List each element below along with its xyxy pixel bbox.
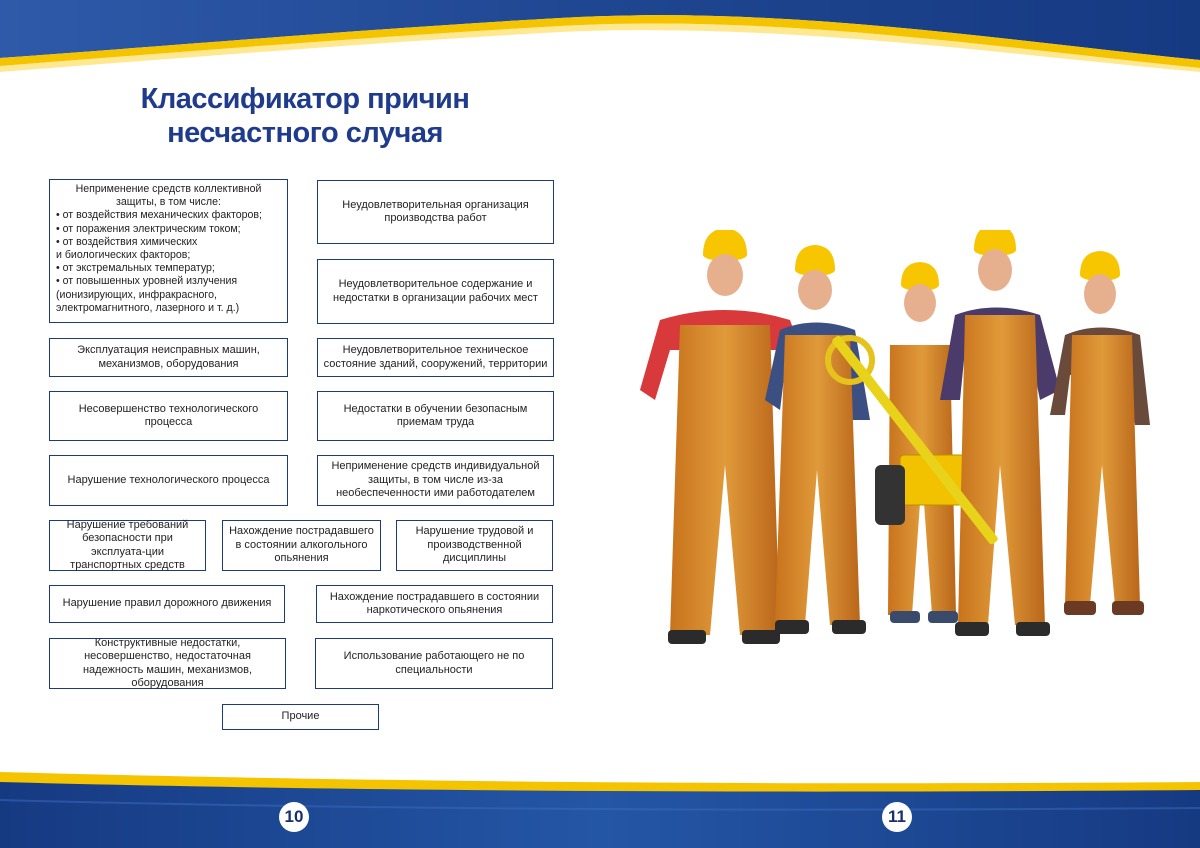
cause-traffic-rules-text: Нарушение правил дорожного движения bbox=[62, 597, 272, 610]
title-line-1: Классификатор причин bbox=[140, 83, 470, 115]
list-item: • от повышенных уровней излучения bbox=[56, 275, 238, 288]
cause-training-deficit-text: Недостатки в обучении безопасным приемам труда bbox=[343, 402, 528, 428]
cause-other bbox=[222, 704, 379, 730]
cause-workplace-maintenance-text: Неудовлетворительное содержание и недостатки в организации рабочих мест bbox=[333, 278, 538, 304]
cause-technical-state bbox=[317, 338, 554, 377]
cause-technical-state-text: Неудовлетворительное техническое состояние зданий, сооружений, территории bbox=[323, 344, 548, 370]
cause-collective-protection bbox=[49, 179, 288, 323]
list-item: • от поражения электрическим током; bbox=[56, 222, 241, 235]
cause-faulty-machines-text: Эксплуатация неисправных машин, механизмов, оборудования bbox=[77, 344, 260, 370]
cause-personal-protection bbox=[317, 455, 554, 506]
list-item: • от воздействия химических bbox=[56, 235, 198, 248]
cause-faulty-machines bbox=[49, 338, 288, 377]
worker-figure bbox=[1050, 251, 1150, 615]
cause-transport-safety bbox=[49, 520, 206, 571]
cause-traffic-rules bbox=[49, 585, 285, 623]
list-item: • от экстремальных температур; bbox=[56, 262, 215, 275]
cause-training-deficit bbox=[317, 391, 554, 441]
cause-org-production bbox=[317, 180, 554, 244]
cause-process-violation bbox=[49, 455, 288, 506]
cause-alcohol-text: Нахождение пострадавшего в состоянии алкогольного опьянения bbox=[229, 525, 374, 565]
worker-figure bbox=[765, 245, 872, 634]
list-item: • от воздействия механических факторов; bbox=[56, 209, 262, 222]
list-item: (ионизирующих, инфракрасного, bbox=[56, 288, 217, 301]
cause-wrong-specialty-text: Использование работающего не по специальности bbox=[343, 650, 525, 676]
list-item: и биологических факторов; bbox=[56, 249, 191, 262]
cause-workplace-maintenance bbox=[317, 259, 554, 324]
cause-transport-safety-text: Нарушение требований безопасности при эксплуата-ции транспортных средств bbox=[66, 518, 189, 571]
cause-process-violation-text: Нарушение технологического процесса bbox=[67, 473, 270, 486]
cause-collective-protection-head: Неприменение средств коллективной защиты, в том числе: bbox=[75, 183, 262, 209]
cause-drugs bbox=[316, 585, 553, 623]
cause-labor-discipline-text: Нарушение трудовой и производственной дисциплины bbox=[415, 525, 534, 565]
workers-photo bbox=[630, 230, 1150, 670]
page-title bbox=[130, 82, 480, 150]
cause-org-production-text: Неудовлетворительная организация производства работ bbox=[342, 198, 529, 224]
cause-labor-discipline bbox=[396, 520, 553, 571]
cause-drugs-text: Нахождение пострадавшего в состоянии наркотического опьянения bbox=[329, 590, 540, 616]
cause-design-flaws bbox=[49, 638, 286, 689]
cause-imperfect-process bbox=[49, 391, 288, 441]
title-line-2: несчастного случая bbox=[167, 117, 443, 149]
cause-alcohol bbox=[222, 520, 381, 571]
page-number-left: 10 bbox=[279, 802, 309, 832]
cause-other-text: Прочие bbox=[281, 710, 320, 723]
list-item: электромагнитного, лазерного и т. д.) bbox=[56, 301, 240, 314]
cause-imperfect-process-text: Несовершенство технологического процесса bbox=[78, 402, 259, 428]
page-number-right: 11 bbox=[882, 802, 912, 832]
cause-design-flaws-text: Конструктивные недостатки, несовершенство, недостаточная надежность машин, механизмов, оборудования bbox=[82, 636, 253, 689]
cause-personal-protection-text: Неприменение средств индивидуальной защиты, в том числе из-за необеспеченности ими работодателем bbox=[331, 460, 540, 500]
cause-wrong-specialty bbox=[315, 638, 553, 689]
